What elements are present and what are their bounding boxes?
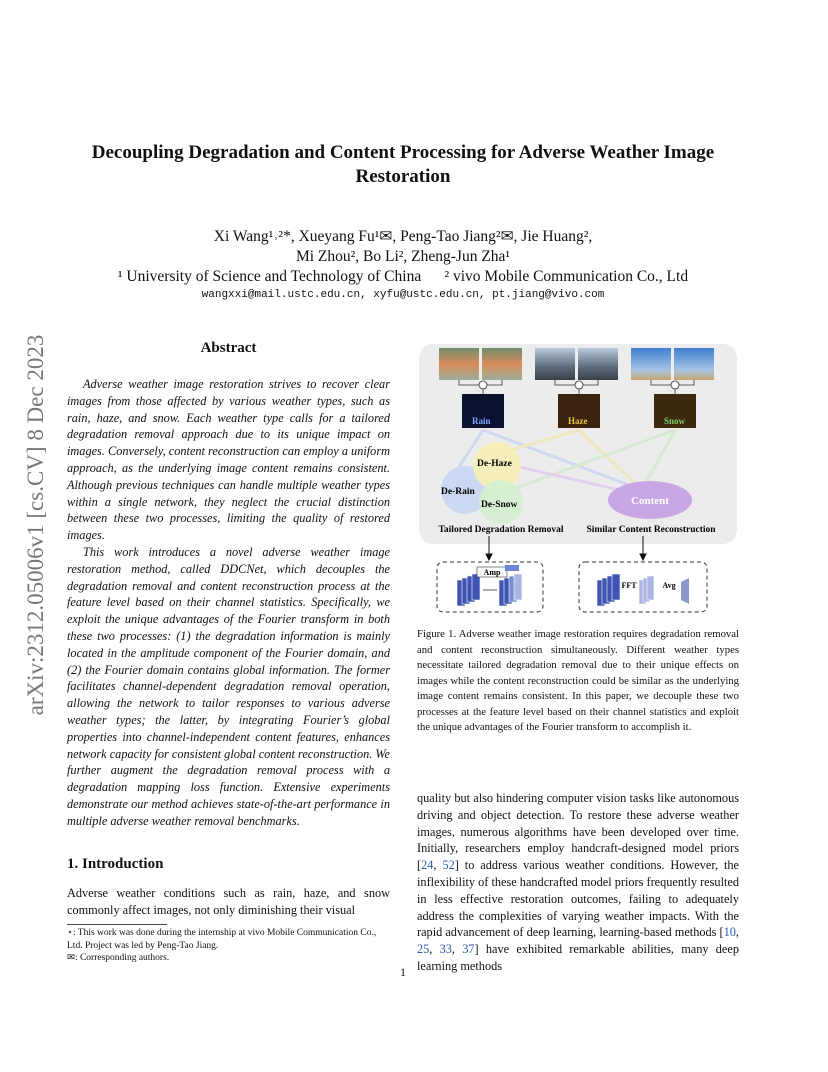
- affiliations: [90, 267, 716, 287]
- text-run: ,: [433, 858, 443, 873]
- text-run: ] to address various weather conditions. However, the inflexibility of these handcrafted model priors frequently resulted in less effective restoration outcomes, failing to adequately address the complexities of varying weather impacts. With the rapid advancement of deep learning, learning-based methods [: [417, 858, 740, 940]
- degradation-feature-blocks-left: [457, 574, 480, 606]
- page-number: 1: [400, 965, 406, 979]
- footnotes: [67, 924, 390, 965]
- text-run: ,: [429, 942, 440, 957]
- affiliation-1: ¹ University of Science and Technology of China: [117, 268, 422, 285]
- footnote-rule: [67, 924, 167, 925]
- affiliation-2: ² vivo Mobile Communication Co., Ltd: [444, 268, 689, 285]
- de-snow-label: De-Snow: [481, 500, 518, 510]
- haze-label: Haze: [568, 416, 588, 426]
- rain-input-thumbnail: [439, 348, 479, 380]
- snow-output-thumbnail: [674, 348, 714, 380]
- similar-content-reconstruction-label: Similar Content Reconstruction: [586, 525, 716, 535]
- content-label: Content: [631, 495, 669, 507]
- amp-indicator: [505, 565, 519, 571]
- content-feature-blocks: [597, 574, 620, 606]
- degradation-feature-blocks-right: [499, 574, 522, 606]
- fft-feature-blocks: [639, 576, 654, 604]
- arxiv-stamp: [24, 290, 48, 760]
- haze-input-thumbnail: [535, 348, 575, 380]
- author-block: [90, 227, 716, 287]
- difference-node-snow: [671, 381, 679, 389]
- amp-label: Amp: [483, 568, 501, 577]
- rain-label: Rain: [472, 416, 491, 426]
- difference-node-rain: [479, 381, 487, 389]
- figure-1-diagram: [417, 342, 739, 618]
- citation-link[interactable]: 10: [723, 925, 736, 940]
- paper-title: Decoupling Degradation and Content Processing for Adverse Weather Image Restoration: [91, 142, 715, 187]
- figure-1: [417, 342, 739, 618]
- citation-link[interactable]: 24: [421, 858, 434, 873]
- text-run: quality but also hindering computer vision tasks like autonomous driving and object detection. To restore these adverse weather images, numerous algorithms have been developed over time. Initially, researchers employ handcraft-designed model priors [: [417, 791, 739, 873]
- abstract-heading: Abstract: [200, 340, 257, 356]
- arxiv-id: arXiv:2312.05006v1 [cs.CV] 8 Dec 2023: [23, 334, 48, 716]
- citation-link[interactable]: 25: [417, 942, 430, 957]
- intro-paragraph-continued: [417, 790, 739, 975]
- abstract-paragraph-1: Adverse weather image restoration strives to recover clear images from those affected by various weather types, such as rain, haze, and snow. Each weather type calls for a tailored degradation removal approach due to its unique impact on images. Conversely, content reconstruction can employ a uniform approach, as the underlying image content remains consistent. Although previous techniques can handle multiple weather types within a single network, they neglect the crucial distinction between these two processes, limiting the quality of restored images.: [67, 377, 390, 543]
- text-run: ,: [451, 942, 463, 957]
- footnote-2: ✉: Corresponding authors.: [67, 953, 170, 963]
- tailored-degradation-removal-label: Tailored Degradation Removal: [438, 525, 564, 535]
- abstract-body: [67, 376, 390, 830]
- text-run: ,: [735, 925, 739, 940]
- avg-pool-shape: [681, 578, 689, 604]
- abstract-paragraph-2: This work introduces a novel adverse weather image restoration method, called DDCNet, which decouples the degradation removal and content reconstruction process at the feature level based on their channel statistics. Specifically, we exploit the unique advantages of the Fourier transform in both these two processes: (1) the degradation information is mainly located in the amplitude component of the Fourier domain, and (2) the Fourier domain contains global information. The former facilitates channel-dependent degradation removal operation, allowing the network to tailor responses to various adverse weather types; the latter, by integrating Fourier’s global properties into channel-independent content features, enhances network capacity for consistent global content reconstruction. We further augment the degradation removal process with a degradation mapping loss function. Extensive experiments demonstrate our method achieves state-of-the-art performance in multiple adverse weather removal benchmarks.: [67, 544, 390, 828]
- footnote-1: ⋆: This work was done during the internship at vivo Mobile Communication Co., Ltd. Project was led by Peng-Tao Jiang.: [67, 928, 377, 951]
- snow-label: Snow: [664, 416, 686, 426]
- authors-line-2: Mi Zhou², Bo Li², Zheng-Jun Zha¹: [295, 248, 511, 265]
- authors-line-1: Xi Wang¹˒²*, Xueyang Fu¹✉, Peng-Tao Jiang²✉, Jie Huang²,: [213, 228, 593, 245]
- citation-link[interactable]: 52: [442, 858, 455, 873]
- author-emails: wangxxi@mail.ustc.edu.cn, xyfu@ustc.edu.cn, pt.jiang@vivo.com: [201, 289, 605, 301]
- difference-node-haze: [575, 381, 583, 389]
- de-haze-label: De-Haze: [477, 459, 512, 469]
- fft-label: FFT: [621, 581, 637, 590]
- haze-output-thumbnail: [578, 348, 618, 380]
- citation-link[interactable]: 33: [439, 942, 452, 957]
- text-run: ] have exhibited remarkable abilities, many deep learning methods: [417, 942, 739, 973]
- citation-link[interactable]: 37: [462, 942, 475, 957]
- rain-output-thumbnail: [482, 348, 522, 380]
- figure-1-caption: Figure 1. Adverse weather image restoration requires degradation removal and content reconstruction simultaneously. Different weather types necessitate tailored degradation removal due to their unique effects on images while the content reconstruction could be similar as the underlying image content remains consistent. In this paper, we decouple these two processes at the feature level based on their channel statistics and exploit the unique advantages of the Fourier transform to accomplish it.: [417, 628, 739, 733]
- intro-paragraph: Adverse weather conditions such as rain, haze, and snow commonly affect images, not only diminishing their visual: [67, 886, 390, 917]
- section-heading-introduction: 1. Introduction: [67, 856, 164, 872]
- snow-input-thumbnail: [631, 348, 671, 380]
- avg-label: Avg: [662, 581, 676, 590]
- de-rain-label: De-Rain: [441, 487, 475, 497]
